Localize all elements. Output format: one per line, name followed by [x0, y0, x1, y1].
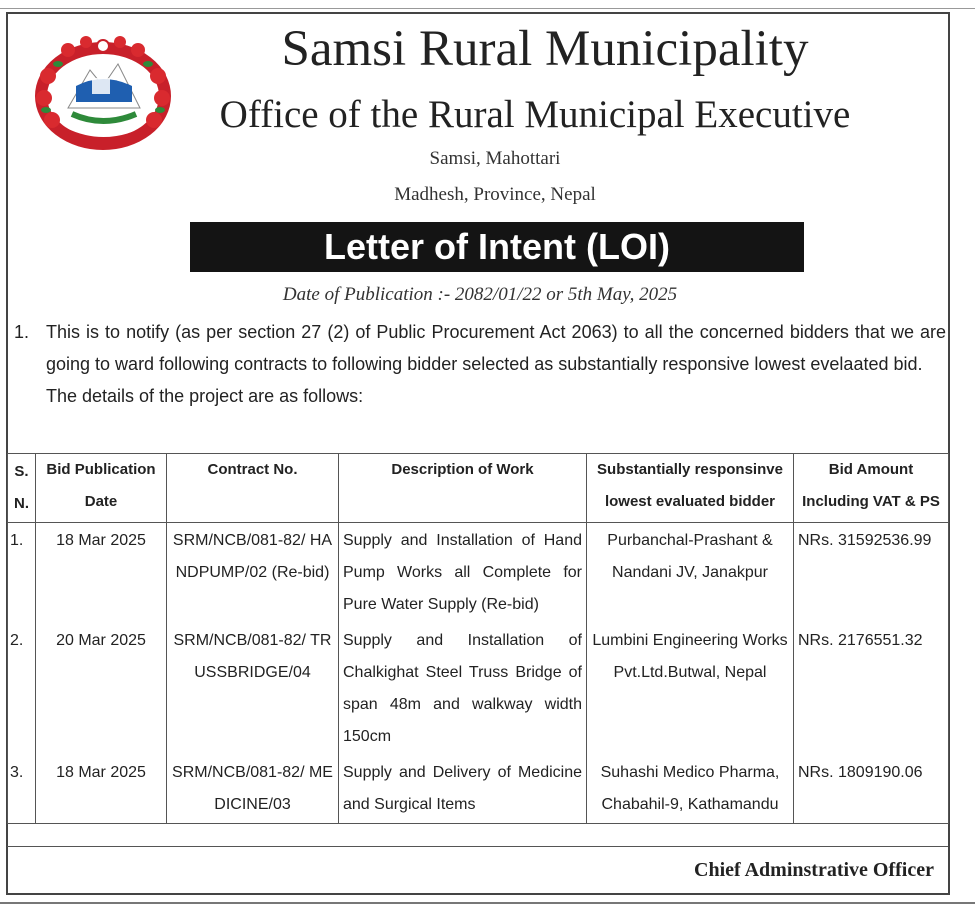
row-description: Supply and Installation of Chalkighat Steel Truss Bridge of span 48m and walkway width 150cm [339, 623, 587, 755]
details-intro: The details of the project are as follows: [46, 386, 364, 406]
notice-paragraph [14, 316, 946, 412]
publication-date: Date of Publication :- 2082/01/22 or 5th May, 2025 [282, 284, 678, 305]
row-description: Supply and Installation of Hand Pump Works all Complete for Pure Water Supply (Re-bid) [339, 523, 587, 624]
row-sn: 3. [8, 755, 36, 824]
row-date: 20 Mar 2025 [36, 623, 167, 755]
table-row [8, 755, 949, 824]
row-amount: NRs. 1809190.06 [794, 755, 949, 824]
signature-block [7, 846, 948, 896]
row-date: 18 Mar 2025 [36, 523, 167, 624]
row-bidder: Lumbini Engineering Works Pvt.Ltd.Butwal, Nepal [587, 623, 794, 755]
header-bid-date: Bid Publication Date [36, 454, 167, 523]
table-row [8, 523, 949, 624]
row-amount: NRs. 2176551.32 [794, 623, 949, 755]
address-line-1: Samsi, Mahottari [429, 148, 561, 169]
signatory-title: Chief Adminstrative Officer [694, 859, 934, 881]
notice-number: 1. [14, 322, 30, 342]
row-description: Supply and Delivery of Medicine and Surgical Items [339, 755, 587, 824]
bottom-edge-line [0, 902, 975, 904]
row-sn: 1. [8, 523, 36, 624]
row-contract-no: SRM/NCB/081-82/ MEDICINE/03 [167, 755, 339, 824]
header-bidder: Substantially responsinve lowest evaluated bidder [587, 454, 794, 523]
municipality-title: Samsi Rural Municipality [281, 21, 809, 77]
header-sn: S. N. [8, 454, 36, 523]
row-bidder: Suhashi Medico Pharma, Chabahil-9, Kathamandu [587, 755, 794, 824]
top-edge-line [0, 0, 975, 9]
header-amount: Bid Amount Including VAT & PS [794, 454, 949, 523]
row-amount: NRs. 31592536.99 [794, 523, 949, 624]
header-contract-no: Contract No. [167, 454, 339, 523]
header-description: Description of Work [339, 454, 587, 523]
address-line-2: Madhesh, Province, Nepal [394, 184, 596, 205]
row-contract-no: SRM/NCB/081-82/ TRUSSBRIDGE/04 [167, 623, 339, 755]
office-subtitle: Office of the Rural Municipal Executive [219, 93, 851, 136]
table-row [8, 623, 949, 755]
notice-text: This is to notify (as per section 27 (2) of Public Procurement Act 2063) to all the concerned bidders that we are going to ward following contracts to following bidder selected as substantially responsive lowest evelaated bid. [46, 322, 946, 374]
row-bidder: Purbanchal-Prashant & Nandani JV, Janakpur [587, 523, 794, 624]
contract-awards-table [7, 453, 949, 824]
row-date: 18 Mar 2025 [36, 755, 167, 824]
loi-banner: Letter of Intent (LOI) [190, 222, 804, 272]
table-header-row [8, 454, 949, 523]
government-emblem-icon [28, 28, 178, 153]
row-contract-no: SRM/NCB/081-82/ HANDPUMP/02 (Re-bid) [167, 523, 339, 624]
row-sn: 2. [8, 623, 36, 755]
